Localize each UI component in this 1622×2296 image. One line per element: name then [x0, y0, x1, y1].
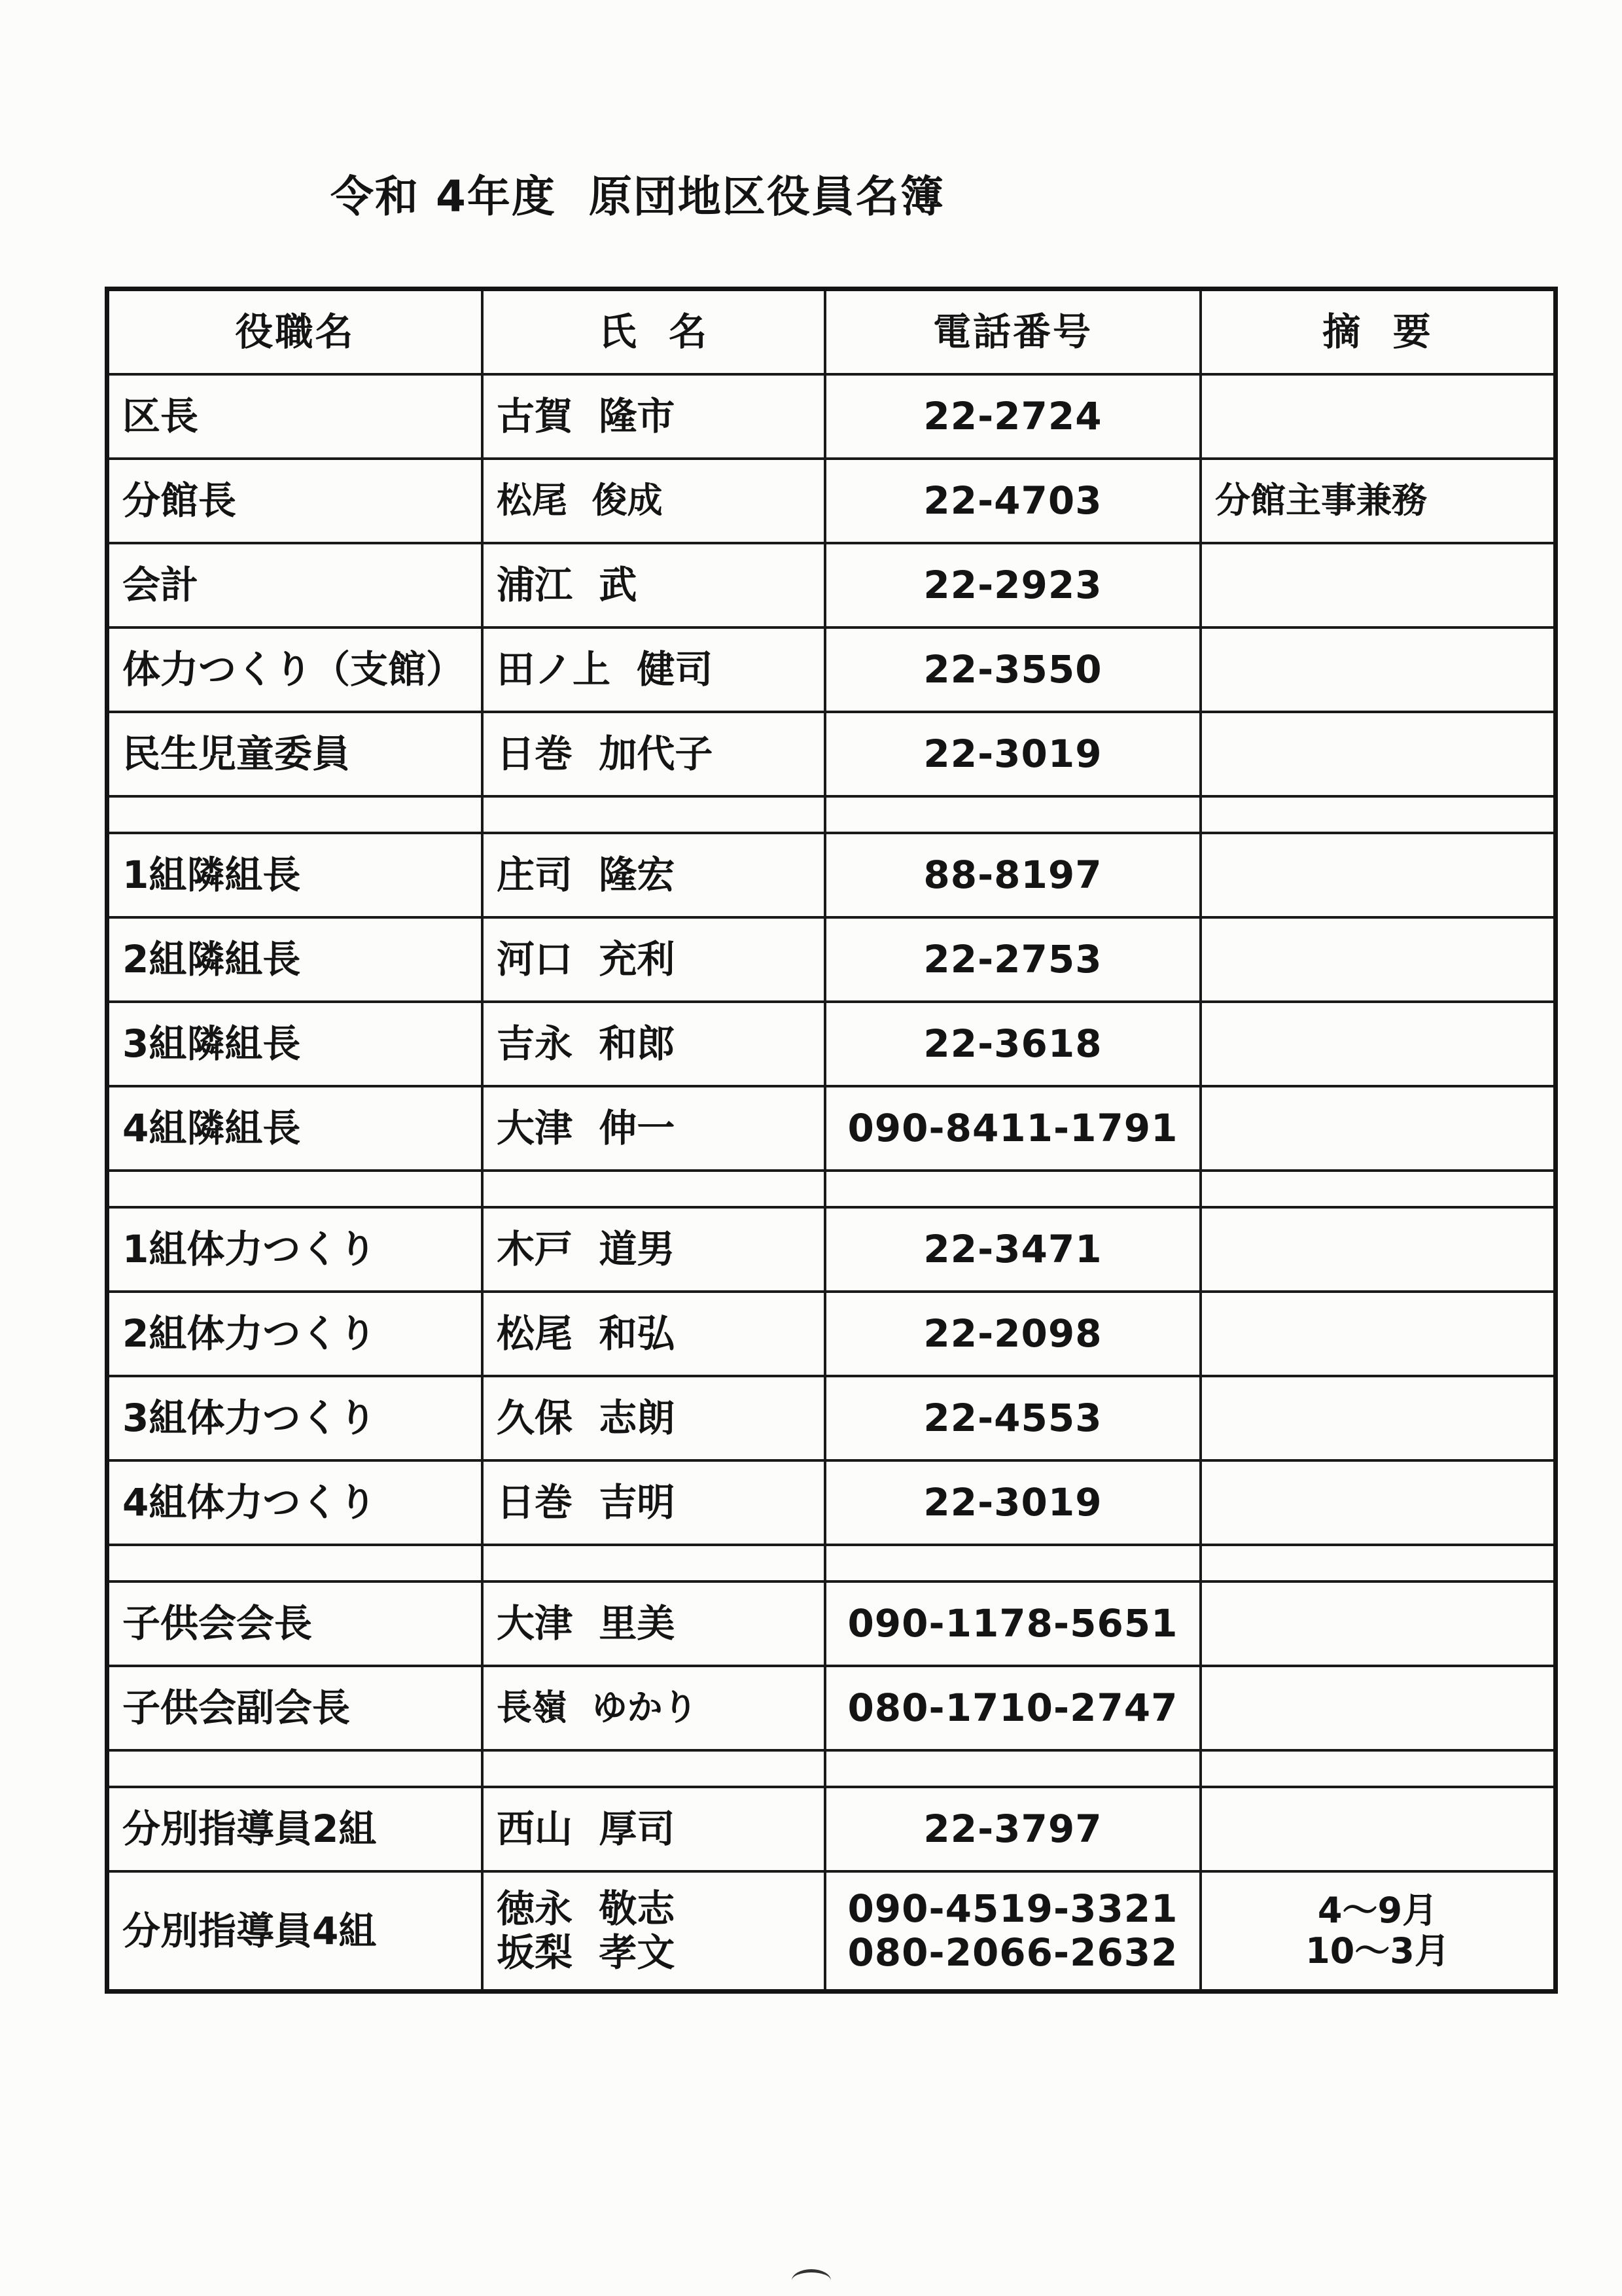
- role-cell: 4組体力つくり: [107, 1460, 483, 1545]
- separator-cell: [825, 796, 1201, 833]
- name-cell: 木戸 道男: [482, 1207, 825, 1292]
- roster-body: [107, 374, 1556, 1992]
- name-cell: 西山 厚司: [482, 1787, 825, 1871]
- table-row: [107, 1666, 1556, 1750]
- note-cell: [1201, 917, 1556, 1002]
- note-cell: [1201, 1086, 1556, 1171]
- separator-row: [107, 796, 1556, 833]
- separator-cell: [107, 1750, 483, 1787]
- role-cell: 分館長: [107, 459, 483, 543]
- role-cell: 2組隣組長: [107, 917, 483, 1002]
- separator-cell: [482, 1545, 825, 1581]
- note-cell: [1201, 374, 1556, 459]
- table-row: [107, 1871, 1556, 1992]
- note-cell: [1201, 1207, 1556, 1292]
- name-cell: 吉永 和郎: [482, 1002, 825, 1086]
- separator-row: [107, 1750, 1556, 1787]
- name-cell: 日巻 吉明: [482, 1460, 825, 1545]
- separator-cell: [482, 796, 825, 833]
- header-phone: 電話番号: [825, 289, 1201, 375]
- phone-cell: 22-3618: [825, 1002, 1201, 1086]
- table-row: [107, 627, 1556, 712]
- table-row: [107, 712, 1556, 796]
- table-header-row: [107, 289, 1556, 375]
- note-cell: [1201, 1292, 1556, 1376]
- separator-cell: [825, 1750, 1201, 1787]
- table-row: [107, 1002, 1556, 1086]
- separator-cell: [1201, 1750, 1556, 1787]
- name-cell: 浦江 武: [482, 543, 825, 627]
- phone-cell: 22-4553: [825, 1376, 1201, 1460]
- name-cell: 長嶺 ゆかり: [482, 1666, 825, 1750]
- note-cell: [1201, 833, 1556, 917]
- table-row: [107, 833, 1556, 917]
- name-cell: 松尾 俊成: [482, 459, 825, 543]
- phone-cell: 88-8197: [825, 833, 1201, 917]
- page-title: 令和 4年度 原団地区役員名簿: [330, 171, 945, 222]
- role-cell: 1組隣組長: [107, 833, 483, 917]
- note-cell: 4～9月 10～3月: [1201, 1871, 1556, 1992]
- separator-cell: [825, 1545, 1201, 1581]
- separator-cell: [107, 796, 483, 833]
- table-row: [107, 1086, 1556, 1171]
- name-cell: 久保 志朗: [482, 1376, 825, 1460]
- phone-cell: 22-2098: [825, 1292, 1201, 1376]
- table-row: [107, 1376, 1556, 1460]
- name-cell: 松尾 和弘: [482, 1292, 825, 1376]
- table-row: [107, 459, 1556, 543]
- name-cell: 古賀 隆市: [482, 374, 825, 459]
- role-cell: 民生児童委員: [107, 712, 483, 796]
- separator-row: [107, 1545, 1556, 1581]
- role-cell: 分別指導員4組: [107, 1871, 483, 1992]
- table-row: [107, 374, 1556, 459]
- note-cell: [1201, 627, 1556, 712]
- separator-cell: [107, 1545, 483, 1581]
- phone-cell: 090-1178-5651: [825, 1581, 1201, 1666]
- officer-roster-table: [105, 287, 1558, 1994]
- note-cell: [1201, 1787, 1556, 1871]
- note-cell: [1201, 712, 1556, 796]
- phone-cell: 22-2724: [825, 374, 1201, 459]
- separator-cell: [1201, 796, 1556, 833]
- separator-cell: [107, 1171, 483, 1207]
- separator-cell: [482, 1171, 825, 1207]
- separator-cell: [482, 1750, 825, 1787]
- phone-cell: 090-8411-1791: [825, 1086, 1201, 1171]
- phone-cell: 080-1710-2747: [825, 1666, 1201, 1750]
- note-cell: [1201, 1376, 1556, 1460]
- separator-cell: [1201, 1545, 1556, 1581]
- note-cell: [1201, 1002, 1556, 1086]
- table-row: [107, 1207, 1556, 1292]
- role-cell: 1組体力つくり: [107, 1207, 483, 1292]
- phone-cell: 22-3550: [825, 627, 1201, 712]
- role-cell: 子供会副会長: [107, 1666, 483, 1750]
- name-cell: 徳永 敬志 坂梨 孝文: [482, 1871, 825, 1992]
- name-cell: 大津 伸一: [482, 1086, 825, 1171]
- role-cell: 会計: [107, 543, 483, 627]
- note-cell: 分館主事兼務: [1201, 459, 1556, 543]
- separator-row: [107, 1171, 1556, 1207]
- role-cell: 4組隣組長: [107, 1086, 483, 1171]
- phone-cell: 22-3019: [825, 712, 1201, 796]
- note-cell: [1201, 1460, 1556, 1545]
- role-cell: 子供会会長: [107, 1581, 483, 1666]
- name-cell: 田ノ上 健司: [482, 627, 825, 712]
- note-cell: [1201, 1581, 1556, 1666]
- phone-cell: 22-3797: [825, 1787, 1201, 1871]
- phone-cell: 22-3471: [825, 1207, 1201, 1292]
- role-cell: 3組体力つくり: [107, 1376, 483, 1460]
- role-cell: 2組体力つくり: [107, 1292, 483, 1376]
- table-row: [107, 1581, 1556, 1666]
- note-cell: [1201, 1666, 1556, 1750]
- table-row: [107, 543, 1556, 627]
- separator-cell: [825, 1171, 1201, 1207]
- page-number-mark: [792, 2269, 831, 2292]
- header-role: 役職名: [107, 289, 483, 375]
- phone-cell: 22-3019: [825, 1460, 1201, 1545]
- note-cell: [1201, 543, 1556, 627]
- role-cell: 区長: [107, 374, 483, 459]
- header-name: 氏 名: [482, 289, 825, 375]
- table-row: [107, 917, 1556, 1002]
- phone-cell: 090-4519-3321 080-2066-2632: [825, 1871, 1201, 1992]
- role-cell: 3組隣組長: [107, 1002, 483, 1086]
- name-cell: 河口 充利: [482, 917, 825, 1002]
- role-cell: 体力つくり（支館）: [107, 627, 483, 712]
- role-cell: 分別指導員2組: [107, 1787, 483, 1871]
- phone-cell: 22-2923: [825, 543, 1201, 627]
- name-cell: 日巻 加代子: [482, 712, 825, 796]
- phone-cell: 22-2753: [825, 917, 1201, 1002]
- name-cell: 大津 里美: [482, 1581, 825, 1666]
- phone-cell: 22-4703: [825, 459, 1201, 543]
- separator-cell: [1201, 1171, 1556, 1207]
- name-cell: 庄司 隆宏: [482, 833, 825, 917]
- table-row: [107, 1787, 1556, 1871]
- table-row: [107, 1292, 1556, 1376]
- table-row: [107, 1460, 1556, 1545]
- header-note: 摘 要: [1201, 289, 1556, 375]
